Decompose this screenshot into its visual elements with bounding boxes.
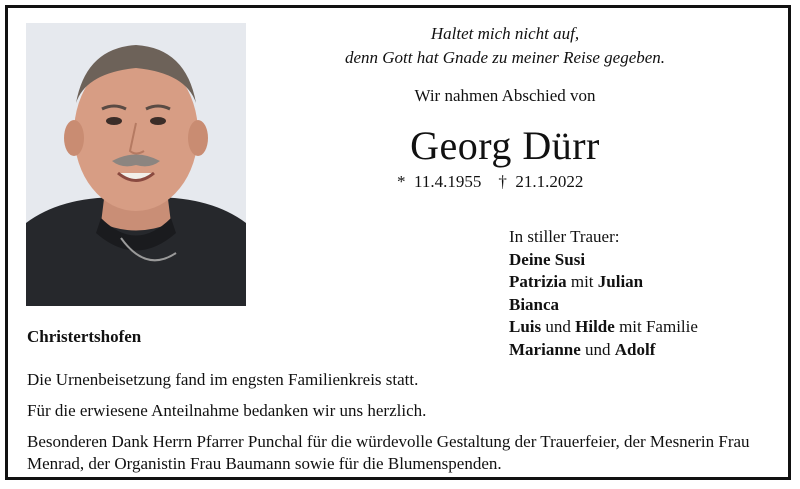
death-symbol: † <box>498 172 507 191</box>
quote-line-2: denn Gott hat Gnade zu meiner Reise gegeben. <box>344 48 666 67</box>
intro-text: Wir nahmen Abschied von <box>414 86 596 105</box>
body-paragraph-2: Für die erwiesene Anteilnahme bedanken wir uns herzlich. <box>27 401 427 420</box>
birth-symbol: * <box>397 172 406 191</box>
mourner-line: Bianca <box>509 294 560 314</box>
notice-body <box>27 369 772 484</box>
mourners-heading: In stiller Trauer: <box>509 227 620 246</box>
mourner-line: Patrizia mit Julian <box>509 272 644 291</box>
memorial-quote <box>270 22 740 70</box>
mourner-line: Marianne und Adolf <box>509 339 656 359</box>
mourners-block <box>509 226 698 361</box>
mourner-line: Luis und Hilde mit Familie <box>509 317 698 336</box>
deceased-name: Georg Dürr <box>410 123 600 168</box>
portrait-photo <box>26 23 246 306</box>
body-paragraph-1: Die Urnenbeisetzung fand im engsten Familienkreis statt. <box>27 370 419 389</box>
life-dates <box>397 172 583 192</box>
quote-line-1: Haltet mich nicht auf, <box>430 24 580 43</box>
death-date: 21.1.2022 <box>515 172 584 191</box>
birth-date: 11.4.1955 <box>414 172 482 191</box>
mourner-line: Deine Susi <box>509 249 586 269</box>
body-paragraph-3: Besonderen Dank Herrn Pfarrer Punchal für die würdevolle Gestaltung der Trauerfeier, der Mesnerin Frau Menrad, der Organistin Frau Baumann sowie für die Blumenspenden. <box>27 432 750 473</box>
place-name: Christertshofen <box>27 327 142 346</box>
